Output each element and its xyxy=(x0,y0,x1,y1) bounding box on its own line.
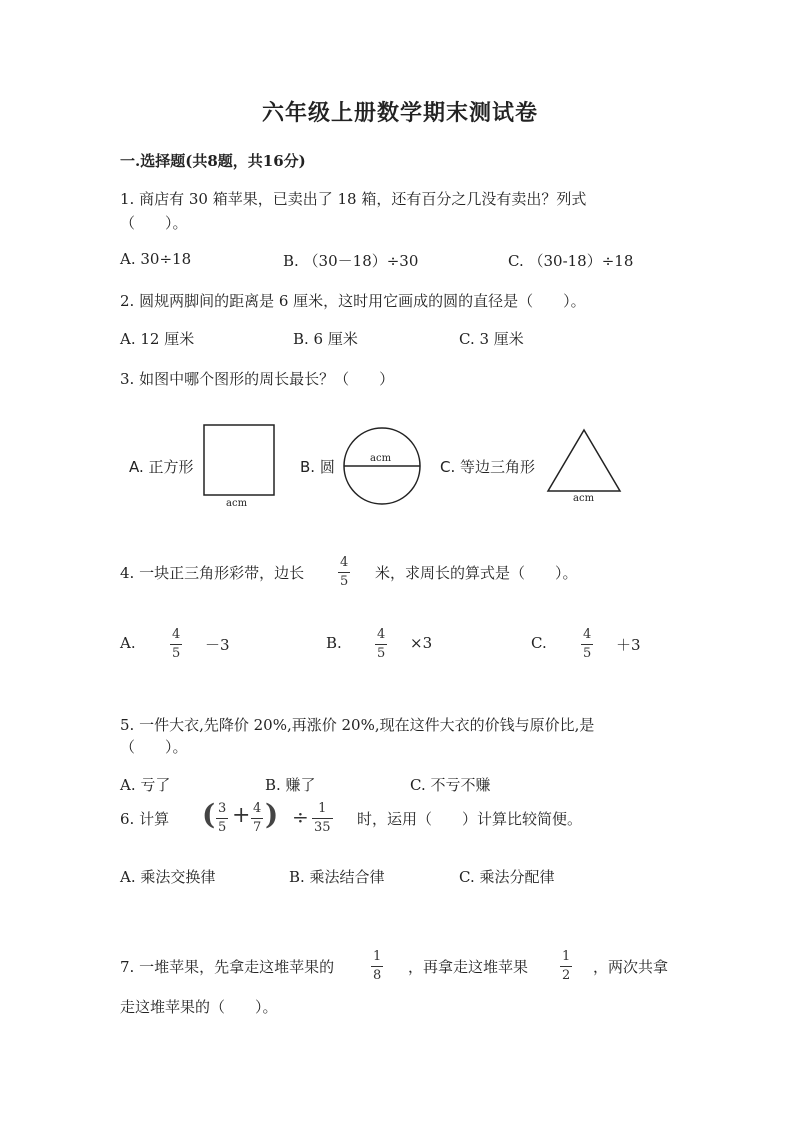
fraction-bar xyxy=(560,966,572,967)
fraction-bar xyxy=(338,572,350,573)
q1-text-line2: （ ）。 xyxy=(120,214,188,232)
q7-text-post: ，两次共拿 xyxy=(593,958,669,976)
q4-option-a-label: A. xyxy=(120,634,136,652)
q4-text-post: 米，求周长的算式是（ ）。 xyxy=(375,564,578,582)
q4-option-c-label: C. xyxy=(531,634,547,652)
fraction-numerator: 3 xyxy=(218,801,227,816)
q7-text-mid: ，再拿走这堆苹果 xyxy=(408,958,529,976)
fraction-denominator: 5 xyxy=(172,646,181,661)
triangle-shape xyxy=(548,430,620,491)
q7-text-line2: 走这堆苹果的（ ）。 xyxy=(120,998,278,1016)
q4-side-fraction xyxy=(338,556,350,589)
q6-option-b: B. 乘法结合律 xyxy=(289,868,385,886)
q3-option-b-label: B. 圆 xyxy=(300,458,335,476)
section-heading: 一.选择题(共8题，共16分) xyxy=(120,152,306,170)
fraction-bar xyxy=(251,818,263,819)
fraction-numerator: 1 xyxy=(562,949,571,964)
circle-diameter-label: acm xyxy=(370,453,392,464)
fraction-bar xyxy=(216,818,228,819)
fraction-denominator: 5 xyxy=(377,646,386,661)
q4-option-a-operation: －3 xyxy=(205,636,230,654)
q4-option-a-fraction xyxy=(170,628,182,661)
q6-open-paren: ( xyxy=(202,798,216,831)
q6-fraction-1 xyxy=(216,802,228,835)
q1-option-a: A. 30÷18 xyxy=(120,250,192,268)
fraction-numerator: 1 xyxy=(318,801,327,816)
fraction-bar xyxy=(371,966,383,967)
square-side-label: acm xyxy=(226,498,248,509)
q2-text: 2. 圆规两脚间的距离是 6 厘米，这时用它画成的圆的直径是（ ）。 xyxy=(120,292,586,310)
q4-option-b-fraction xyxy=(375,628,387,661)
q6-close-paren: ) xyxy=(265,798,279,831)
fraction-numerator: 4 xyxy=(172,627,181,642)
fraction-denominator: 2 xyxy=(562,968,571,983)
q5-option-b: B. 赚了 xyxy=(265,776,316,794)
q7-fraction-1 xyxy=(371,950,383,983)
fraction-denominator: 7 xyxy=(253,820,262,835)
fraction-bar xyxy=(581,644,593,645)
q3-text: 3. 如图中哪个图形的周长最长？（ ） xyxy=(120,370,395,388)
fraction-bar xyxy=(170,644,182,645)
q5-text-line2: （ ）。 xyxy=(120,738,188,756)
q6-fraction-2 xyxy=(251,802,263,835)
q6-text-post: 时，运用（ ）计算比较简便。 xyxy=(357,810,583,828)
page-title: 六年级上册数学期末测试卷 xyxy=(261,100,538,126)
q4-option-b-operation: ×3 xyxy=(410,634,433,652)
q7-text-pre: 7. 一堆苹果，先拿走这堆苹果的 xyxy=(120,958,335,976)
q3-option-a-label: A. 正方形 xyxy=(129,458,194,476)
q6-option-c: C. 乘法分配律 xyxy=(459,868,555,886)
q5-text-line1: 5. 一件大衣,先降价 20%,再涨价 20%,现在这件大衣的价钱与原价比,是 xyxy=(120,716,595,734)
q2-option-c: C. 3 厘米 xyxy=(459,330,524,348)
q1-text-line1: 1. 商店有 30 箱苹果，已卖出了 18 箱，还有百分之几没有卖出？列式 xyxy=(120,190,587,208)
q1-option-c: C. （30-18）÷18 xyxy=(508,252,634,270)
fraction-denominator: 5 xyxy=(340,574,349,589)
q4-option-c-operation: ＋3 xyxy=(616,636,641,654)
square-shape xyxy=(204,425,274,495)
q2-option-a: A. 12 厘米 xyxy=(120,330,195,348)
q3-option-c-label: C. 等边三角形 xyxy=(440,458,536,476)
fraction-denominator: 8 xyxy=(373,968,382,983)
fraction-numerator: 4 xyxy=(340,555,349,570)
fraction-numerator: 1 xyxy=(373,949,382,964)
fraction-denominator: 35 xyxy=(314,820,331,835)
q4-option-c-fraction xyxy=(581,628,593,661)
q6-option-a: A. 乘法交换律 xyxy=(120,868,216,886)
q1-option-b: B. （30－18）÷30 xyxy=(283,252,419,270)
q6-text-pre: 6. 计算 xyxy=(120,810,170,828)
fraction-numerator: 4 xyxy=(377,627,386,642)
q5-option-c: C. 不亏不赚 xyxy=(410,776,491,794)
q7-fraction-2 xyxy=(560,950,572,983)
fraction-denominator: 5 xyxy=(583,646,592,661)
q6-fraction-3 xyxy=(312,802,333,835)
q4-text-pre: 4. 一块正三角形彩带，边长 xyxy=(120,564,305,582)
fraction-numerator: 4 xyxy=(253,801,262,816)
triangle-side-label: acm xyxy=(573,493,595,504)
fraction-denominator: 5 xyxy=(218,820,227,835)
q5-option-a: A. 亏了 xyxy=(120,776,171,794)
q6-divide-sign: ÷ xyxy=(292,805,309,829)
fraction-bar xyxy=(375,644,387,645)
fraction-numerator: 4 xyxy=(583,627,592,642)
fraction-bar xyxy=(312,818,333,819)
q4-option-b-label: B. xyxy=(326,634,342,652)
q2-option-b: B. 6 厘米 xyxy=(293,330,358,348)
q6-plus-sign: + xyxy=(232,803,251,828)
